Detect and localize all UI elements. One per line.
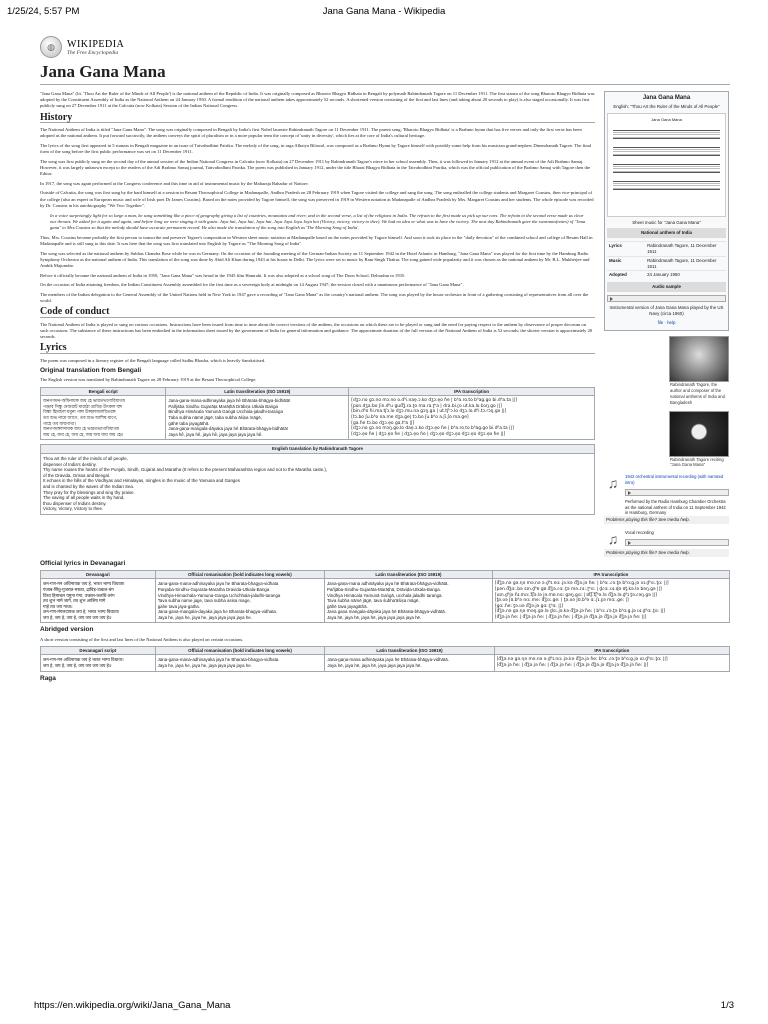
print-page-number: 1/3: [720, 1000, 734, 1011]
table-cell: [d͡ʒə.nə gə.ɳə mə.nə ə.d̪ʱɪ.nɑː.jə.kə d͡ʒə.jə ɦeː bʱɑː.ɾə.t̪ə bʱɑːg.jə ʋɪ.d̪ʱɑː.t̪ɑː ||] [d͡ʒə.jə ɦeː | d͡ʒə.jə ɦeː | d͡ʒə.jə ɦeː | d͡ʒə.jə d͡ʒə.jə d͡ʒə.jə d͡ʒə.jə ɦeː ||]: [494, 655, 729, 671]
orchestral-recording: [604, 474, 729, 516]
history-paragraph: Before it officially became the national anthem of India in 1950, "Jana Gana Mana" was heard in the 1945 film Hamrahi. It was also adopted as a school song of The Doon School, Dehradun in 1935.: [40, 272, 406, 278]
raga-heading: Raga: [40, 674, 56, 682]
abridged-heading: Abridged version: [40, 626, 94, 634]
table-header: IPA transcription: [494, 646, 729, 655]
media-help-note[interactable]: Problems playing this file? See media help.: [604, 549, 729, 557]
table-header: Devanagari script: [41, 646, 156, 655]
audio-links[interactable]: file · help: [657, 319, 676, 325]
page-title: Jana Gana Mana: [40, 62, 730, 85]
table-header: English translation by Rabindranath Tagore: [41, 445, 595, 454]
history-paragraph: The song was selected as the national anthem by Subhas Chandra Bose while he was in Germany. On the occasion of the founding meeting of the German-Indian Society on 11 September 1942 in the Hotel Atlantic in Hamburg, "Jana Gana Mana" was played for the first time by the Hamburg Radio Symphony Orchestra as the national anthem of India. This translation of the song was done by Abid Ali Khan during 1943 at his house in Delhi. The lyrics were set to music by Ram Singh Thakur. The song gained wide popularity and it was chosen as the national anthem by Mr. B.L. Mukherjee and Ambik Majumdar.: [40, 250, 590, 268]
tagore-portrait[interactable]: [604, 336, 729, 405]
portrait-caption: Rabindranath Tagore, the author and composer of the national anthems of India and Bangladesh: [670, 382, 725, 405]
audio-player[interactable]: [625, 539, 729, 546]
audio-player[interactable]: [607, 295, 726, 302]
music-note-icon: ♫: [607, 530, 619, 547]
original-translation-heading: Original translation from Bengali: [40, 366, 142, 374]
infobox-row: [607, 271, 726, 279]
print-header: [0, 6, 768, 20]
infobox-row: [607, 256, 726, 271]
audio-caption: Instrumental version of Jana Gana Mana played by the US Navy (circa 1960): [609, 304, 724, 316]
history-paragraph: On the occasion of India attaining freedom, the Indian Constituent Assembly assembled for the first time as a sovereign body at midnight on 14 August 1947; the session closed with a unanimous performance of "Jana Gana Mana".: [40, 282, 464, 288]
history-paragraph: The song was first publicly sung on the second day of the annual session of the Indian National Congress in Calcutta (now Kolkata) on 27 December 1911 by Rabindranath Tagore's niece in her school assembly. Then, it was followed in January 1912 at the annual event of the Adi Brahmo Samaj. However, it was largely unknown except to the readers of the Adi Brahmo Samaj journal, Tattvabodhini Patrika. The poem was published in January 1912, under the title Bharat Bhagya Bidhata in the Tatvabodhini Patrika, which was the official publication of the Brahmo Samaj with Tagore then the Editor.: [40, 158, 591, 177]
logo-wordmark: WIKIPEDIA: [67, 38, 125, 50]
devanagari-lyrics-table: [40, 570, 730, 624]
music-staff: [613, 181, 720, 190]
infobox-key: Adopted: [607, 271, 645, 279]
infobox-key: Music: [607, 256, 645, 271]
table-cell: जन-गण-मन अधिनायक जय हे, भारत भाग्य विधाता! पंजाब-सिंधु-गुजरात-मराठा, द्राविड़-उत्कल-बंग विंध्य हिमाचल यमुना गंगा, उच्छल-जलधि-तरंग तव शुभ नामे जागे, तव शुभ आशिष मागे गाहे तव जय गाथा। जन-गण-मंगलदायक जय हे, भारत भाग्य विधाता! जय हे, जय हे, जय हे, जय जय जय जय हे॥: [41, 579, 156, 623]
music-staff: [613, 130, 720, 139]
history-paragraph: The members of the Indian delegation to the General Assembly of the United Nations held in New York in 1947 gave a recording of "Jana Gana Mana" as the country's national anthem. The song was played by the house orchestra in front of a gathering consisting of representatives from all over the world.: [40, 292, 589, 304]
table-header: Latin transliteration (ISO 15919): [325, 646, 494, 655]
table-row: [41, 453, 595, 514]
infobox-value: Rabindranath Tagore, 11 December 1911: [645, 242, 726, 257]
infobox-title: Jana Gana Mana: [642, 95, 691, 101]
history-heading: History: [40, 115, 595, 123]
logo-tagline: The Free Encyclopedia: [67, 49, 119, 56]
recording-title: Vocal recording: [625, 529, 654, 535]
history-paragraph: Outside of Calcutta, the song was first sung by the bard himself at a session in Besant Theosophical College in Madanapalle, Andhra Pradesh on 28 February 1919 when Tagore visited the college and sang the song. The song enthralled the college students and Margaret Cousins, then vice-principal of the college (also an expert in European music and wife of Irish poet Dr James Cousins). Based on the notes provided by Tagore himself, the song was preserved in 1919 in Western notation at Madanapalle of Andhra Pradesh by Mrs. Margaret Cousins and her students. The whole episode was recorded by Dr. Cousins in his autobiography "We Two Together".: [40, 190, 594, 208]
lyrics-paragraph: The poem was composed in a literary register of the Bengali language called Sadhu Bhasha, which is heavily Sanskritised.: [40, 357, 266, 363]
infobox-row: [607, 242, 726, 257]
music-note-icon: ♫: [607, 475, 619, 492]
music-staff: [613, 164, 720, 173]
main-content: [40, 91, 595, 557]
recording-title[interactable]: 1942 orchestral instrumental recording (with narrated intro): [625, 474, 724, 485]
tagore-recitation[interactable]: [604, 411, 729, 469]
history-paragraph: The National Anthem of India is titled "Jana Gana Mana". The song was originally composed in Bengali by India's first Nobel laureate Rabindranath Tagore on 11 December 1911. The parent song, 'Bharoto Bhagyo Bidhata' is a Brahmo hymn that has five verses and only the first verse has been adopted as the national anthem. It put forward succinctly, the anthem conveys the spirit of pluralism or in a more popular term the concept of 'unity in diversity', which lies at the core of India's cultural heritage.: [40, 126, 582, 139]
music-staff: [613, 147, 720, 156]
bengali-lyrics-table: [40, 387, 595, 441]
block-quote: In a voice surprisingly light for so large a man, he sang something like a piece of geography giving a list of countries, mountains and river; and in the second verse, a list of the religions in India. The refrain to the first made us pick up our ears. The refrain to the second verse made us clear our throats. We asked for it again and again, and before long we were singing it with gusto: Jaya hai, Jaya hai, Jaya hai, Jaya Jaya Jaya Jaya hai (Victory, victory, victory to thee). We had no idea or what was to have the victory. The next day Rabindranath gave the swaranta(notes) of "Jana gana" to Mrs.Cousins so that the melody should have accurate permanent record. He also made the translation of the song into English as 'The Morning Song of India'.: [50, 212, 586, 230]
original-translation-paragraph: The English version was translated by Rabindranath Tagore on 28 February 1919 at the Besant Theosophical College.: [40, 376, 257, 382]
official-lyrics-heading: Official lyrics in Devanagari: [40, 559, 126, 567]
table-row: [41, 396, 595, 440]
infobox: [604, 91, 729, 331]
media-help-note[interactable]: Problems playing this file? See media help.: [604, 516, 729, 524]
table-header: Latin transliteration (ISO 15919): [324, 570, 492, 579]
table-cell: Jana-gaṇa-mana adhināyaka jaya hē Bhārata-bhāgya-vidhātā. Jaya hē, jaya hē, jaya hē, jaya jaya jaya jaya hē.: [325, 655, 494, 671]
full-width-section: [40, 561, 730, 682]
infobox-subtitle: English: "Thou Art the Ruler of the Minds of All People": [613, 103, 720, 109]
intro-paragraph: "Jana Gana Mana" (lit. 'Thou Art the Ruler of the Minds of All People') is the national anthem of the Republic of India. It was originally composed as Bharoto Bhagyo Bidhata in Bengali by polymath Rabindranath Tagore on 11 December 1911. The first stanza of the song Bharoto Bhagyo Bidhata was adopted by the Constituent Assembly of India as the National Anthem on 24 January 1950. A formal rendition of the national anthem takes approximately 52 seconds. A shortened version consisting of the first and last lines (and taking about 20 seconds to play) is also staged occasionally. It was first publicly sung on 27 December 1911 at the Calcutta (now Kolkata) Session of the Indian National Congress.: [40, 91, 595, 109]
lyrics-heading: Lyrics: [40, 345, 595, 353]
table-row: [41, 655, 730, 671]
sheet-music-image[interactable]: [607, 113, 726, 217]
recitation-image: [669, 411, 729, 457]
table-cell: [d͡ʒə.nə gə.ɳə mə.nə ə.d̪ʱɪ.nɑː.jə.kə d͡ʒə.jə ɦeː | bʱɑː.ɾə.t̪ə bʱɑːg.jə ʋɪ.d̪ʱɑː.t̪ɑː ||] [pən.d͡ʒɑː.bə sɪn.d̪ʱʊ gʊ.d͡ʒə.ɾɑː.t̪ə mə.ɾɑː.ʈʰɑː | d̪ɾɑː.ʋɪ.ɖə ʊt̪.kə.lə bəŋ.gə ||] [ʋɪn.d̪ʱjə ɦɪ.mɑː.t͡ʃə.lə jə.mʊ.nɑː gəŋ.gɑː | ʊt͡ʃ.t͡ʃʰə.lə d͡ʒə.lə.d̪ʱɪ t̪ə.ɾəŋ.gə ||] [t̪ə.ʋə ʃʊ.bʱə nɑː.meː d͡ʒɑː.geː | t̪ə.ʋə ʃʊ.bʱə ɑː.ʃɪ.ʂə mɑː.geː |] [gɑː.ɦeː t̪ə.ʋə d͡ʒə.jə gɑː.t̪ʰɑː ||] [d͡ʒə.nə gə.ɳə məŋ.gə.lə d̪ɑː.jə.kə d͡ʒə.jə ɦeː | bʱɑː.ɾə.t̪ə bʱɑːg.jə ʋɪ.d̪ʱɑː.t̪ɑː ||] [d͡ʒə.jə ɦeː | d͡ʒə.jə ɦeː | d͡ʒə.jə ɦeː | d͡ʒə.jə d͡ʒə.jə d͡ʒə.jə d͡ʒə.jə ɦeː ||]: [492, 579, 729, 623]
print-footer: [0, 1000, 768, 1014]
audio-heading: Audio sample: [607, 282, 726, 292]
table-cell: [dʒɔ.no gɔ.no mɔ.no o.dʱi.nae̯.ɔ.ko dʒɔ.e̯o ɦe | bʱa.ro.to bʱag.go bi.dʱa.ta ||] [pon.dʒa.bo ʃin.dʱu gud͡ʒ.ra.ʈo ma.ra.ʈʰa | dra.bi.ɽo ut.ka.lo bɔŋ.go ||] [bin.dʱo ɦi.ma.tʃɔ.lo dʒɔ.mu.na gɔŋ.ga | ut.tʃʰɔ.lo dʒɔ.lo.dʱi.tɔ.rɔŋ.go ||] [tɔ.bo ʃu.bʱo na.me dʒa.ge| tɔ.bo ʃu.bʱo a.ʃi.ʃo ma.ge] [ga.ɦe tɔ.bo dʒɔ.e̯o ga.tʰa ||] [dʒɔ.no gɔ.no mɔŋ.go.lo dae̯.ɔ.ko dʒɔ.e̯o ɦe | bʱa.ro.to bʱag.go bi.dʱa.ta ||] [dʒɔ.e̯o ɦe | dʒɔ.e̯o ɦe | dʒɔ.e̯o ɦe | dʒɔ.e̯o dʒɔ.e̯o dʒɔ.e̯o dʒɔ.e̯o ɦe ||]: [349, 396, 595, 440]
score-caption: Sheet music for "Jana Gana Mana": [632, 219, 701, 225]
print-page-title: Jana Gana Mana - Wikipedia: [322, 6, 446, 17]
infobox-key: Lyrics: [607, 242, 645, 257]
english-translation-table: [40, 444, 595, 515]
wikipedia-logo[interactable]: [40, 34, 730, 60]
table-cell: জনগণমন-অধিনায়ক জয় হে ভারতভাগ্যবিধাতা! পঞ্জাব সিন্ধু গুজরাট মারাঠা দ্রাবিড় উৎকল বঙ্গ বিন্ধ্য হিমাচল যমুনা গঙ্গা উচ্ছলজলধিতরঙ্গ তব শুভ নামে জাগে, তব শুভ আশিষ মাগে, গাহে তব জয়গাথা। জনগণমঙ্গলদায়ক জয় হে ভারতভাগ্যবিধাতা! জয় হে, জয় হে, জয় হে, জয় জয় জয় জয় হে॥: [41, 396, 166, 440]
print-url: https://en.wikipedia.org/wiki/Jana_Gana_Mana: [34, 1000, 231, 1011]
conduct-paragraph: The National Anthem of India is played or sung on various occasions. Instructions have been issued from time to time about the correct versions of the anthem, the occasions on which these are to be played or sung and the need for paying respect to the anthem by observance of proper decorum on such occasions. The substance of these instructions has been embodied in the information sheet issued by the government of India for general information and guidance. The approximate duration of the full version of the National Anthem of India is 52 seconds; the shorter version is approximately 20 seconds.: [40, 321, 593, 340]
table-header: IPA transcription: [349, 387, 595, 396]
audio-player[interactable]: [625, 489, 729, 496]
portrait-image: [669, 336, 729, 382]
infobox-section: National anthem of India: [607, 228, 726, 238]
infobox-value: 24 January 1950: [645, 271, 726, 279]
table-cell: Jana-gaṇa-mana adhināyaka jaya hē Bhārata-bhāgya-vidhātā. Pañjāba-Sindhu-Gujarāta-Marāṭhā, Drāviḍa-Utkala-Baṅga. Vindhya Himācala Yamunā Gaṅgā, ucchala jaladhi taraṅga. Tava śubha nāmē jāgē, tava śubha'āśiṣa māgē, gāhē tava jayagāthā. Jana gaṇa maṅgala-dāyaka jaya hē Bhārata-bhāgya-vidhātā. Jaya hē, jaya hē, jaya hē, jaya jaya jaya jaya hē.: [324, 579, 492, 623]
history-paragraph: Thus, Mrs. Cousins became probably the first person to transcribe and preserve Tagore's composition in Western sheet music notation at Madanapalle based on the notes provided by Tagore himself. And soon it took its place in the "daily devotion" of the combined school and college of Besant Hall in Madanapalle and is still sung to this date. It was here that the song was first translated into English by Tagore as "The Morning Song of India".: [40, 234, 593, 246]
article-page: [40, 34, 730, 979]
recording-description: Performed by the Radio Hamburg Chamber Orchestra as the national anthem of India on 11 September 1942 in Hamburg, Germany: [625, 498, 726, 516]
table-header: IPA transcription: [492, 570, 729, 579]
history-paragraph: The lyrics of the song first appeared in 5 stanzas in Bengali magazine in an issue of Tatvabodhini Patrika. The melody of the song, in raga Alhaiya Bilawal, was composed as a Brahmo Hymn by Tagore himself with possibly some help from his musician grand-nephew Dinendranath Tagore. The final form of the song before the first public performance was set on 11 December 1911.: [40, 142, 592, 154]
table-cell: जन-गण-मन अधिनायक जय हे भारत भाग्य विधाता। जय हे, जय हे, जय हे, जय जय जय जय हे॥: [41, 655, 156, 671]
table-header: Official romanisation (bold indicates long vowels): [155, 646, 325, 655]
table-row: [41, 579, 730, 623]
table-cell: Jana-gana-mana-adhinayaka jaya hê Bhārata-bhāgya-bidhātā! Pañjāba Sindhu Gujarāṭa Marāṭhā Drābiṛa Utkala Baṅga Bindhya Himācala Yamunā Gaṅgā Ucchala-jaladhi-taraṅga Taba subha nāmē jāgē, taba subha āśiṣa māgē, gāhē taba jayagāthā. Jana-gaṇa-maṅgala-dāyaka jaya hê Bhārata-bhāgya-bidhātā! Jaya hê, jaya hê, jaya hê, jaya jaya jaya jaya hê.: [166, 396, 349, 440]
conduct-heading: Code of conduct: [40, 309, 595, 317]
print-datetime: 1/25/24, 5:57 PM: [7, 6, 80, 17]
abridged-paragraph: A short version consisting of the first and last lines of the National Anthem is also played on certain occasions.: [40, 636, 244, 642]
recitation-caption: Rabindranath Tagore reciting "Jana Gana Mana": [670, 456, 724, 468]
table-header: Devanagari: [41, 570, 156, 579]
table-cell: Thou art the ruler of the minds of all people, dispenser of India's destiny. Thy name rouses the hearts of the Punjab, Sindh, Gujarat and Maratha (It refers to the present Maharashtra region and not to the Maratha caste.), of the Dravida, Orissa and Bengal. It echoes in the hills of the Vindhyas and Himalayas, mingles in the music of the Yamuna and Ganges and is chanted by the waves of the Indian Sea. They pray for thy blessings and sing thy praise. The saving of all people waits in thy hand, thou dispenser of India's destiny. Victory, Victory, Victory to thee.: [41, 453, 595, 514]
table-header: Official romanisation (bold indicates long vowels): [155, 570, 324, 579]
score-title: Jana Gana Mana: [651, 116, 682, 122]
table-header: Latin transliteration (ISO 15919): [166, 387, 349, 396]
vocal-recording: [604, 530, 729, 549]
table-cell: Jana-gana-mana-adhinayaka jaya he Bharata-bhagya-vidhata Panjaba-Sindhu-Gujarata-Maratha Dravida-Utkala-Banga Vindhya-Himachala-Yamuna-Ganga Uchchhala-jaladhi-taranga Tava subha name jage, tava subha asisa mage, gahe tava jaya-gatha. Jana-gana-mangala-dayaka jaya he Bharata-bhagya-vidhata. Jaya he, jaya he, jaya he, jaya jaya jaya jaya he.: [155, 579, 324, 623]
infobox-table: [607, 241, 726, 279]
sidebar: [604, 91, 729, 557]
table-header: Bengali script: [41, 387, 166, 396]
history-paragraph: In 1917, the song was again performed at the Congress conference and this time in aid of instrumental music by the Maharaja Bahadur of Nattore.: [40, 180, 309, 186]
infobox-value: Rabindranath Tagore, 11 December 1911: [645, 256, 726, 271]
table-cell: Jana-gana-mana-adhinayaka jaya he Bharata-bhagya-vidhata. Jaya he, jaya he, jaya he, jaya jaya jaya jaya he.: [155, 655, 325, 671]
globe-icon: ◍: [40, 36, 62, 58]
abridged-lyrics-table: [40, 646, 730, 672]
